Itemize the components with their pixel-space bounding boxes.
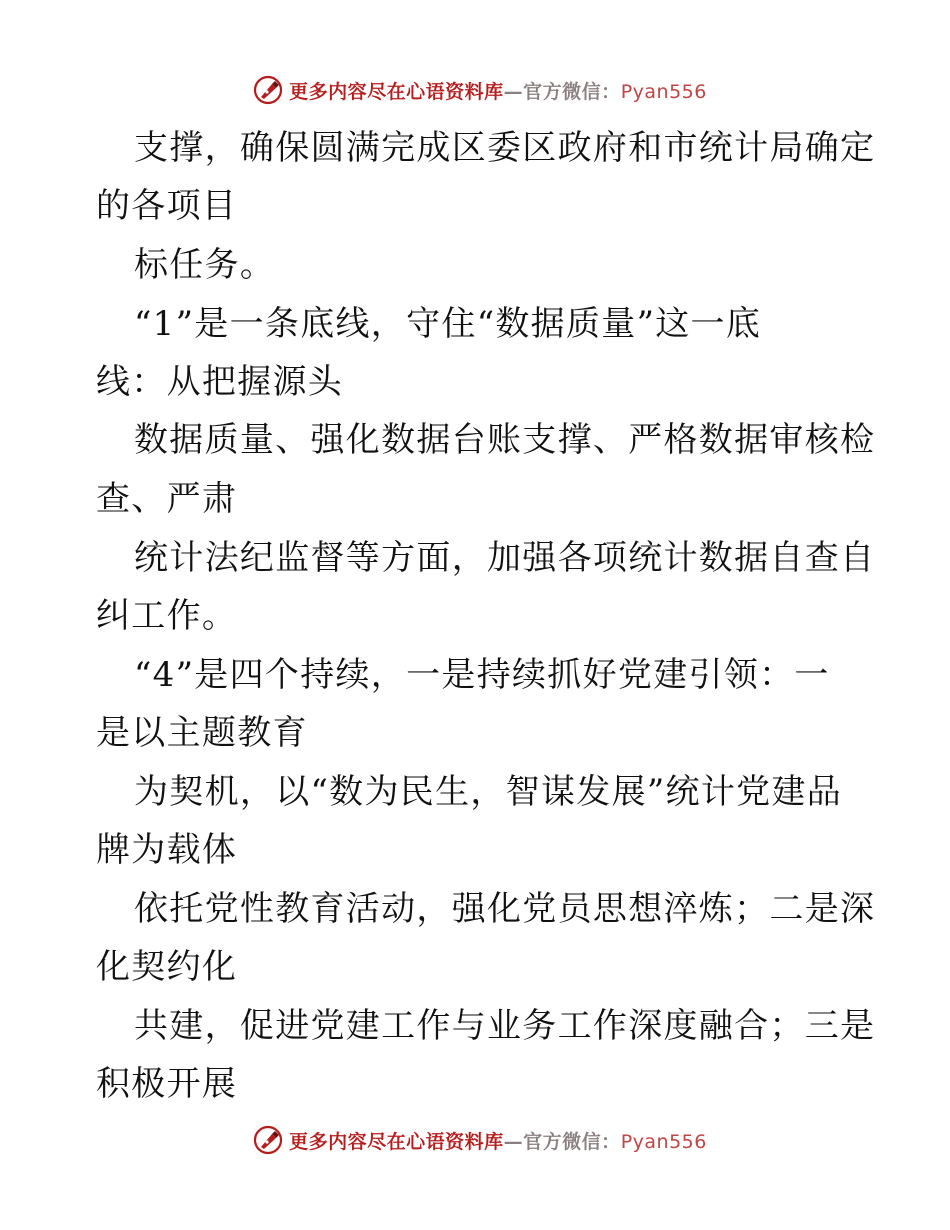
text-line: 牌为载体 — [96, 830, 238, 870]
page-header-watermark — [0, 72, 950, 108]
brand-banner — [253, 1125, 707, 1155]
text-line: 共建，促进党建工作与业务工作深度融合；三是 — [134, 1006, 876, 1046]
text-line: 积极开展 — [96, 1064, 238, 1104]
text-line: 线：从把握源头 — [96, 362, 344, 402]
text-line: 统计法纪监督等方面，加强各项统计数据自查自 — [134, 538, 876, 578]
text-line: 数据质量、强化数据台账支撑、严格数据审核检 — [134, 420, 876, 460]
brand-name: 更多内容尽在心语资料库 — [289, 1130, 504, 1153]
page-footer-watermark — [0, 1122, 950, 1158]
brand-separator: —官方微信： — [503, 1130, 621, 1153]
text-line: 依托党性教育活动，强化党员思想淬炼；二是深 — [134, 889, 876, 929]
text-line: 是以主题教育 — [96, 713, 308, 753]
text-line: 查、严肃 — [96, 479, 238, 519]
text-line: 化契约化 — [96, 947, 238, 987]
text-line: “1”是一条底线，守住“数据质量”这一底 — [134, 304, 762, 344]
pen-nib-logo-icon — [253, 1125, 283, 1155]
text-line: 的各项目 — [96, 186, 238, 226]
brand-banner — [253, 75, 707, 105]
brand-name: 更多内容尽在心语资料库 — [289, 80, 504, 103]
text-line: 纠工作。 — [96, 596, 238, 636]
text-line: “4”是四个持续，一是持续抓好党建引领：一 — [134, 655, 830, 695]
text-line: 标任务。 — [134, 245, 276, 285]
brand-wechat-id: Pyan556 — [620, 1130, 707, 1153]
brand-text — [289, 77, 707, 104]
pen-nib-logo-icon — [253, 75, 283, 105]
text-line: 支撑，确保圆满完成区委区政府和市统计局确定 — [134, 128, 876, 168]
brand-wechat-id: Pyan556 — [620, 80, 707, 103]
text-line: 为契机，以“数为民生，智谋发展”统计党建品 — [134, 772, 843, 812]
brand-text — [289, 1127, 707, 1154]
brand-separator: —官方微信： — [503, 80, 621, 103]
